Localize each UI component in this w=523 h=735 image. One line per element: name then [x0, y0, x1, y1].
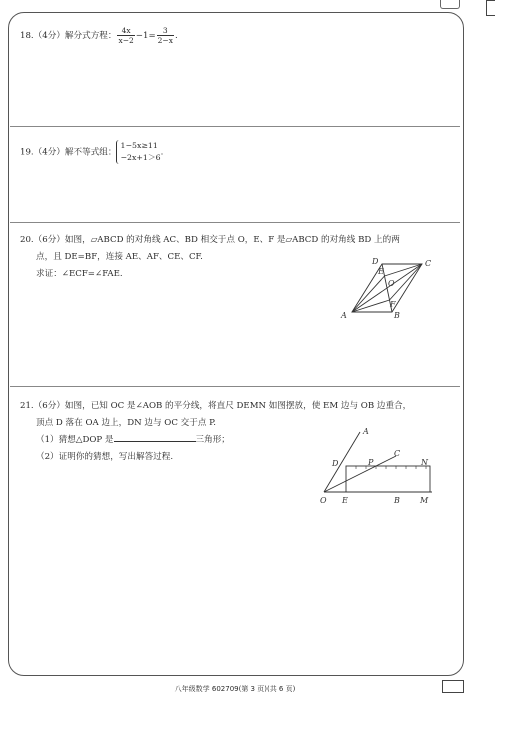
label-e: E: [378, 267, 384, 276]
q18-frac1-den: x−2: [118, 36, 134, 45]
q18-mid: −1=: [135, 31, 156, 41]
q20-line1: 20.（6分）如图，▱ABCD 的对角线 AC、BD 相交于点 O，E、F 是▱ABCD 的对角线 BD 上的两: [20, 235, 400, 245]
label-e: E: [342, 496, 348, 505]
q18-frac1-num: 4x: [117, 26, 134, 36]
label-o: O: [320, 496, 327, 505]
q18-fraction-2: [157, 26, 174, 45]
page-footer: 八年级数学 602709(第 3 页)(共 6 页): [174, 685, 296, 693]
question-19: [20, 140, 163, 164]
q19-prefix: 19.（4分）解不等式组：: [20, 147, 117, 158]
question-18: [20, 26, 178, 45]
divider: [10, 386, 460, 387]
q18-suffix: .: [174, 31, 178, 41]
q18-frac2-den: 2−x: [157, 36, 173, 45]
q19-inequality-system: [116, 140, 160, 164]
q19-suffix: .: [160, 147, 164, 158]
edge-bracket: [486, 0, 495, 16]
label-a: A: [363, 427, 369, 436]
label-o: O: [388, 279, 395, 288]
q20-line2: 点，且 DE=BF，连接 AE、AF、CE、CF.: [36, 252, 203, 262]
label-f: F: [390, 300, 396, 309]
q18-fraction-1: [117, 26, 134, 45]
q19-line1: 1−5x≥11: [120, 141, 158, 150]
label-n: N: [421, 458, 428, 467]
label-c: C: [425, 259, 432, 268]
q21-ruler-figure: [316, 420, 438, 506]
q21-line4: （2）证明你的猜想，写出解答过程.: [36, 452, 174, 462]
label-p: P: [368, 458, 374, 467]
q21-line3-b: 三角形；: [195, 435, 230, 445]
ruler-demn: [346, 466, 430, 492]
label-b: B: [394, 311, 400, 320]
label-d: D: [332, 459, 339, 468]
label-a: A: [341, 311, 347, 320]
score-box: [442, 680, 464, 693]
label-d: D: [372, 257, 379, 266]
answer-blank: [114, 432, 196, 442]
ruler-ticks: [356, 466, 426, 469]
q18-frac2-num: 3: [157, 26, 174, 36]
q20-parallelogram-figure: [330, 252, 440, 324]
label-m: M: [420, 496, 429, 505]
label-b: B: [394, 496, 400, 505]
divider: [10, 222, 460, 223]
q19-line2: −2x+1＞6: [120, 153, 161, 162]
page-border: [8, 12, 464, 676]
divider: [10, 126, 460, 127]
q21-line3-a: （1）猜想△DOP 是: [36, 435, 114, 445]
corner-tab: [440, 0, 460, 9]
label-c: C: [394, 449, 401, 458]
q21-line1: 21.（6分）如图，已知 OC 是∠AOB 的平分线，将直尺 DEMN 如图摆放，使 EM 边与 OB 边重合，: [20, 401, 412, 411]
q21-line2: 顶点 D 落在 OA 边上，DN 边与 OC 交于点 P.: [36, 418, 216, 428]
q20-line3: 求证：∠ECF=∠FAE.: [36, 269, 123, 279]
q18-prefix: 18.（4分）解分式方程：: [20, 31, 117, 41]
